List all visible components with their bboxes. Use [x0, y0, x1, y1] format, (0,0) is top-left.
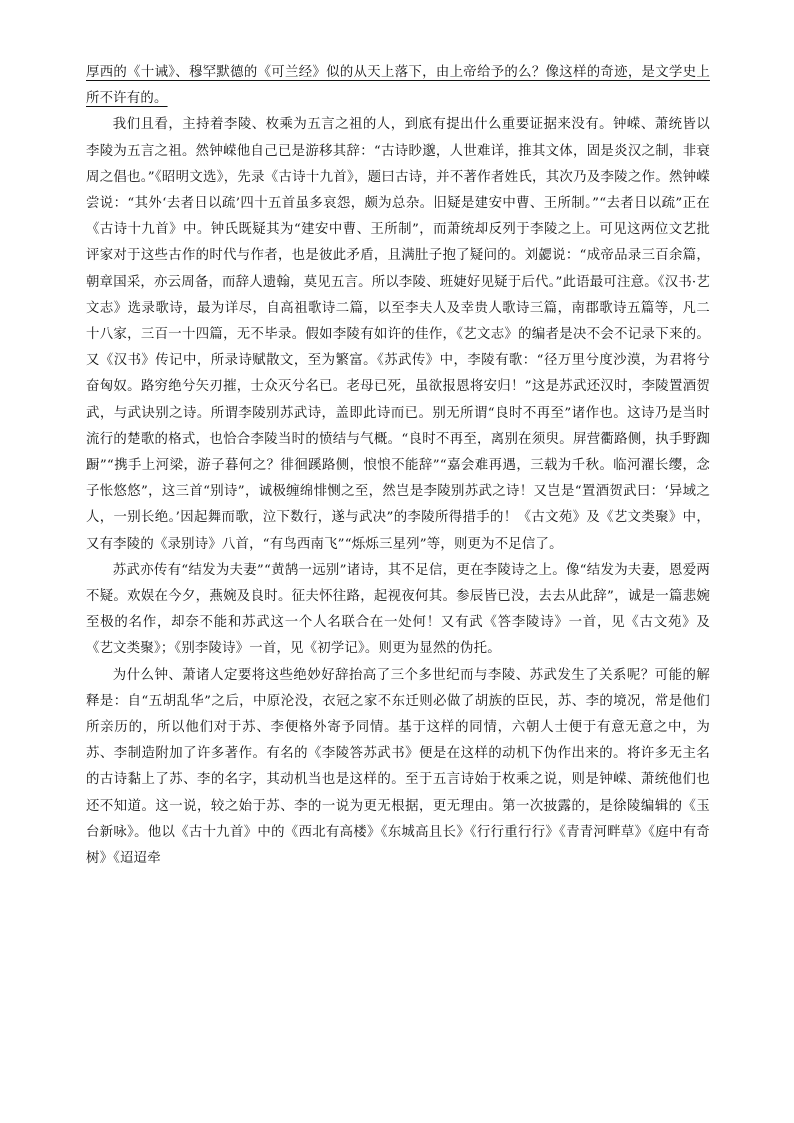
paragraph-explanation: 为什么钟、萧诸人定要将这些绝妙好辞抬高了三个多世纪而与李陵、苏武发生了关系呢？可能的解释是：自“五胡乱华”之后，中原沦没，衣冠之家不东迁则必做了胡族的臣民，苏、李的境况，常是他们所亲历的，所以他们对于苏、李便格外寄予同情。基于这样的同情，六朝人士便于有意无意之中，为苏、李制造附加了许多著作。有名的《李陵答苏武书》便是在这样的动机下伪作出来的。将许多无主名的古诗黏上了苏、李的名字，其动机当也是这样的。至于五言诗始于枚乘之说，则是钟嵘、萧统他们也还不知道。这一说，较之始于苏、李的一说为更无根据，更无理由。第一次披露的，是徐陵编辑的《玉台新咏》。他以《古十九首》中的《西北有高楼》《东城高且长》《行行重行行》《青青河畔草》《庭中有奇树》《迢迢牵	[86, 667, 710, 867]
document-page	[86, 60, 710, 872]
paragraph-su-wu-poems: 苏武亦传有“结发为夫妻”“黄鹄一远别”诸诗，其不足信，更在李陵诗之上。像“结发为夫妻，恩爱两不疑。欢娱在今夕，燕婉及良时。征夫怀往路，起视夜何其。参辰皆已没，去去从此辞”，诚是一篇悲婉至极的名作，却奈不能和苏武这一个人名联合在一处何！又有武《答李陵诗》一首，见《古文苑》及《艺文类聚》；《别李陵诗》一首，见《初学记》。则更为显然的伪托。	[86, 562, 710, 657]
paragraph-continuation: 厚西的《十诫》、穆罕默德的《可兰经》似的从天上落下，由上帝给予的么？像这样的奇迹，是文学史上所不许有的。	[86, 65, 710, 107]
paragraph-li-ling-argument: 我们且看，主持着李陵、枚乘为五言之祖的人，到底有提出什么重要证据来没有。钟嵘、萧统皆以李陵为五言之祖。然钟嵘他自己已是游移其辞：“古诗眇邈，人世难详，推其文体，固是炎汉之制，非衰周之倡也。”《昭明文选》，先录《古诗十九首》，题曰古诗，并不著作者姓氏，其次乃及李陵之作。然钟嵘尝说：“其外‘去者日以疏’四十五首虽多哀怨，颇为总杂。旧疑是建安中曹、王所制。”“去者日以疏”正在《古诗十九首》中。钟氏既疑其为“建安中曹、王所制”，而萧统却反列于李陵之上。可见这两位文艺批评家对于这些古作的时代与作者，也是彼此矛盾，且满肚子抱了疑问的。刘勰说：“成帝品录三百余篇，朝章国采，亦云周备，而辞人遗翰，莫见五言。所以李陵、班婕好见疑于后代。”此语最可注意。《汉书·艺文志》选录歌诗，最为详尽，自高祖歌诗二篇，以至李夫人及幸贵人歌诗三篇，南郡歌诗五篇等，凡二十八家，三百一十四篇，无不毕录。假如李陵有如许的佳作，《艺文志》的编者是决不会不记录下来的。又《汉书》传记中，所录诗赋散文，至为繁富。《苏武传》中，李陵有歌：“径万里兮度沙漠，为君将兮奋匈奴。路穷绝兮矢刃摧，士众灭兮名已。老母已死，虽欲报恩将安归！”这是苏武还汉时，李陵置酒贺武，与武诀别之诗。所谓李陵别苏武诗，盖即此诗而已。别无所谓“良时不再至”诸作也。这诗乃是当时流行的楚歌的格式，也恰合李陵当时的愤结与气概。“良时不再至，离别在须臾。屏营衢路侧，执手野踟蹰”“携手上河梁，游子暮何之？徘徊蹊路侧，悢悢不能辞”“嘉会难再遇，三载为千秋。临河濯长缨，念子怅悠悠”，这三首“别诗”，诚极缠绵悱恻之至，然岂是李陵别苏武之诗！又岂是“置酒贺武曰：‘异域之人，一别长绝。’因起舞而歌，泣下数行，遂与武决”的李陵所得措手的！《古文苑》及《艺文类聚》中，又有李陵的《录别诗》八首，“有鸟西南飞”“烁烁三星列”等，则更为不足信了。	[86, 117, 710, 552]
